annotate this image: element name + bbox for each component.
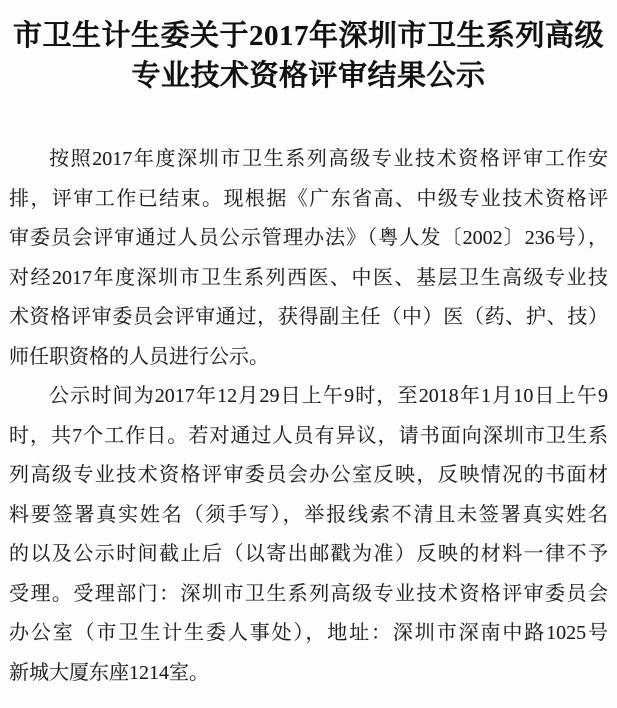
paragraph-review-basis <box>9 140 608 377</box>
text-line: 料要签署真实姓名（须手写），举报线索不清且未签署真实姓名 <box>9 503 608 526</box>
text-line: 专业技术资格评审结果公示 <box>131 60 486 92</box>
text-line: 公示时间为2017年12月29日上午9时，至2018年1月10日上午9 <box>49 385 608 407</box>
text-line: 按照2017年度深圳市卫生系列高级专业技术资格评审工作安 <box>49 148 608 170</box>
text-line: 的以及公示时间截止后（以寄出邮戳为准）反映的材料一律不予 <box>9 543 608 565</box>
text-line: 师任职资格的人员进行公示。 <box>9 345 269 368</box>
text-line: 受理。受理部门：深圳市卫生系列高级专业技术资格评审委员会 <box>9 582 608 605</box>
text-line: 排，评审工作已结束。现根据《广东省高、中级专业技术资格评 <box>9 187 608 210</box>
paragraph-publicity-period <box>9 377 608 693</box>
text-line: 新城大厦东座1214室。 <box>9 661 209 684</box>
text-line: 对经2017年度深圳市卫生系列西医、中医、基层卫生高级专业技 <box>9 266 608 289</box>
text-line: 审委员会评审通过人员公示管理办法》（粤人发〔2002〕236号）， <box>9 227 608 249</box>
text-line: 市卫生计生委关于2017年深圳市卫生系列高级 <box>12 20 604 52</box>
text-line: 办公室（市卫生计生委人事处），地址：深圳市深南中路1025号 <box>9 622 608 644</box>
text-line: 术资格评审委员会评审通过，获得副主任（中）医（药、护、技） <box>9 306 608 328</box>
document-title <box>9 0 608 96</box>
text-line: 列高级专业技术资格评审委员会办公室反映，反映情况的书面材 <box>9 464 608 486</box>
document-body <box>9 140 608 693</box>
text-line: 时，共7个工作日。若对通过人员有异议，请书面向深圳市卫生系 <box>9 424 608 447</box>
